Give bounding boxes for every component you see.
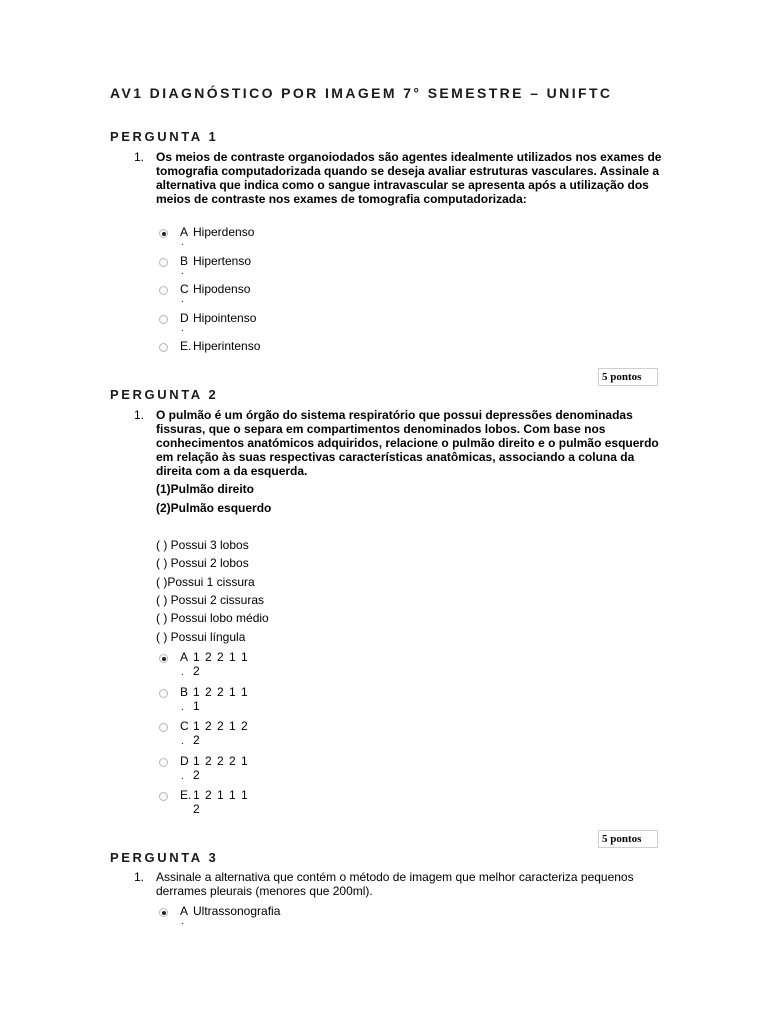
q2-option-b-letter: B: [180, 685, 189, 699]
q1-option-c-dot: .: [181, 294, 184, 305]
statement-3: ( )Possui 1 cissura: [156, 575, 255, 589]
question-2-points: 5 pontos: [598, 830, 658, 848]
statement-5: ( ) Possui lobo médio: [156, 611, 269, 625]
q2-option-a-dot: .: [181, 667, 184, 678]
q1-option-c-text[interactable]: Hipodenso: [193, 282, 251, 296]
question-3-number: 1.: [134, 870, 145, 884]
question-2-text: O pulmão é um órgão do sistema respiratório que possui depressões denominadas fissuras, que o separa em compartimentos denominados lobos. Com base nos conhecimentos anatómicos adquiridos, relacione o pulmão direito e o pulmão esquerdo em relação às suas respectivas características anatômicas, associando a coluna da direita com a da esquerda.: [156, 408, 659, 478]
q1-option-e-letter: E.: [180, 339, 192, 353]
statement-4: ( ) Possui 2 cissuras: [156, 593, 265, 607]
q1-option-d-text[interactable]: Hipointenso: [193, 311, 257, 325]
q1-option-c-letter: C: [180, 282, 189, 296]
q1-option-e-radio[interactable]: [159, 343, 168, 352]
question-1-points: 5 pontos: [598, 368, 658, 386]
question-3-heading: PERGUNTA 3: [110, 850, 219, 865]
q1-option-b-radio[interactable]: [159, 258, 168, 267]
q2-option-d-seq-line2[interactable]: 2: [193, 768, 200, 782]
q3-option-a-dot: .: [181, 916, 184, 927]
q3-option-a-letter: A: [180, 904, 189, 918]
statement-1: ( ) Possui 3 lobos: [156, 538, 249, 552]
q1-option-a-dot: .: [181, 237, 184, 248]
q2-option-c-seq-line1[interactable]: 1 2 2 1 2: [193, 719, 248, 733]
q2-option-d-dot: .: [181, 771, 184, 782]
q1-option-e-text[interactable]: Hiperintenso: [193, 339, 261, 353]
q2-option-b-seq-line1[interactable]: 1 2 2 1 1: [193, 685, 248, 699]
q2-option-d-radio[interactable]: [159, 758, 168, 767]
q2-option-e-letter-char: E: [180, 788, 189, 802]
q1-option-d-letter: D: [180, 311, 189, 325]
q2-option-a-seq-line1[interactable]: 1 2 2 1 1: [193, 650, 248, 664]
q2-option-e-radio[interactable]: [159, 792, 168, 801]
q2-option-a-radio[interactable]: [159, 654, 168, 663]
q2-option-c-letter: C: [180, 719, 189, 733]
q3-option-a-text[interactable]: Ultrassonografia: [193, 904, 281, 918]
q2-option-e-letter: E.: [180, 788, 192, 802]
q1-option-d-radio[interactable]: [159, 315, 168, 324]
q2-option-a-seq-line2[interactable]: 2: [193, 664, 200, 678]
q2-option-b-dot: .: [181, 702, 184, 713]
q1-option-b-dot: .: [181, 266, 184, 277]
q2-option-d-letter: D: [180, 754, 189, 768]
q2-option-b-seq-line2[interactable]: 1: [193, 699, 200, 713]
q1-option-c-radio[interactable]: [159, 286, 168, 295]
q1-option-a-radio[interactable]: [159, 229, 168, 238]
q3-option-a-radio[interactable]: [159, 908, 168, 917]
q1-option-a-letter: A: [180, 225, 189, 239]
q2-option-c-radio[interactable]: [159, 723, 168, 732]
legend-right-lung: (1)Pulmão direito: [156, 482, 255, 496]
question-2-heading: PERGUNTA 2: [110, 387, 219, 402]
q2-option-d-seq-line1[interactable]: 1 2 2 2 1: [193, 754, 248, 768]
page-title: AV1 DIAGNÓSTICO POR IMAGEM 7° SEMESTRE – UNIFTC: [110, 85, 613, 101]
q2-option-b-radio[interactable]: [159, 689, 168, 698]
statement-2: ( ) Possui 2 lobos: [156, 556, 249, 570]
q2-option-e-seq-line1[interactable]: 1 2 1 1 1: [193, 788, 248, 802]
q1-option-b-text[interactable]: Hipertenso: [193, 254, 252, 268]
question-2-number: 1.: [134, 408, 145, 422]
statement-6: ( ) Possui língula: [156, 630, 246, 644]
question-1-heading: PERGUNTA 1: [110, 129, 219, 144]
question-1-number: 1.: [134, 150, 145, 164]
q1-option-a-text[interactable]: Hiperdenso: [193, 225, 255, 239]
q2-option-e-seq-line2[interactable]: 2: [193, 802, 200, 816]
question-1-text: Os meios de contraste organoiodados são agentes idealmente utilizados nos exames de tomografia computadorizada quando se deseja avaliar estruturas vasculares. Assinale a alternativa que indica como o sangue intravascular se apresenta após a utilização dos meios de contraste nos exames de tomografia computadorizada:: [156, 150, 662, 206]
q1-option-b-letter: B: [180, 254, 189, 268]
legend-left-lung: (2)Pulmão esquerdo: [156, 501, 272, 515]
q2-option-c-dot: .: [181, 736, 184, 747]
q1-option-e-letter-char: E: [180, 339, 189, 353]
q2-option-c-seq-line2[interactable]: 2: [193, 733, 200, 747]
q1-option-d-dot: .: [181, 323, 184, 334]
question-3-text: Assinale a alternativa que contém o método de imagem que melhor caracteriza pequenos derrames pleurais (menores que 200ml).: [156, 870, 634, 898]
q2-option-a-letter: A: [180, 650, 189, 664]
